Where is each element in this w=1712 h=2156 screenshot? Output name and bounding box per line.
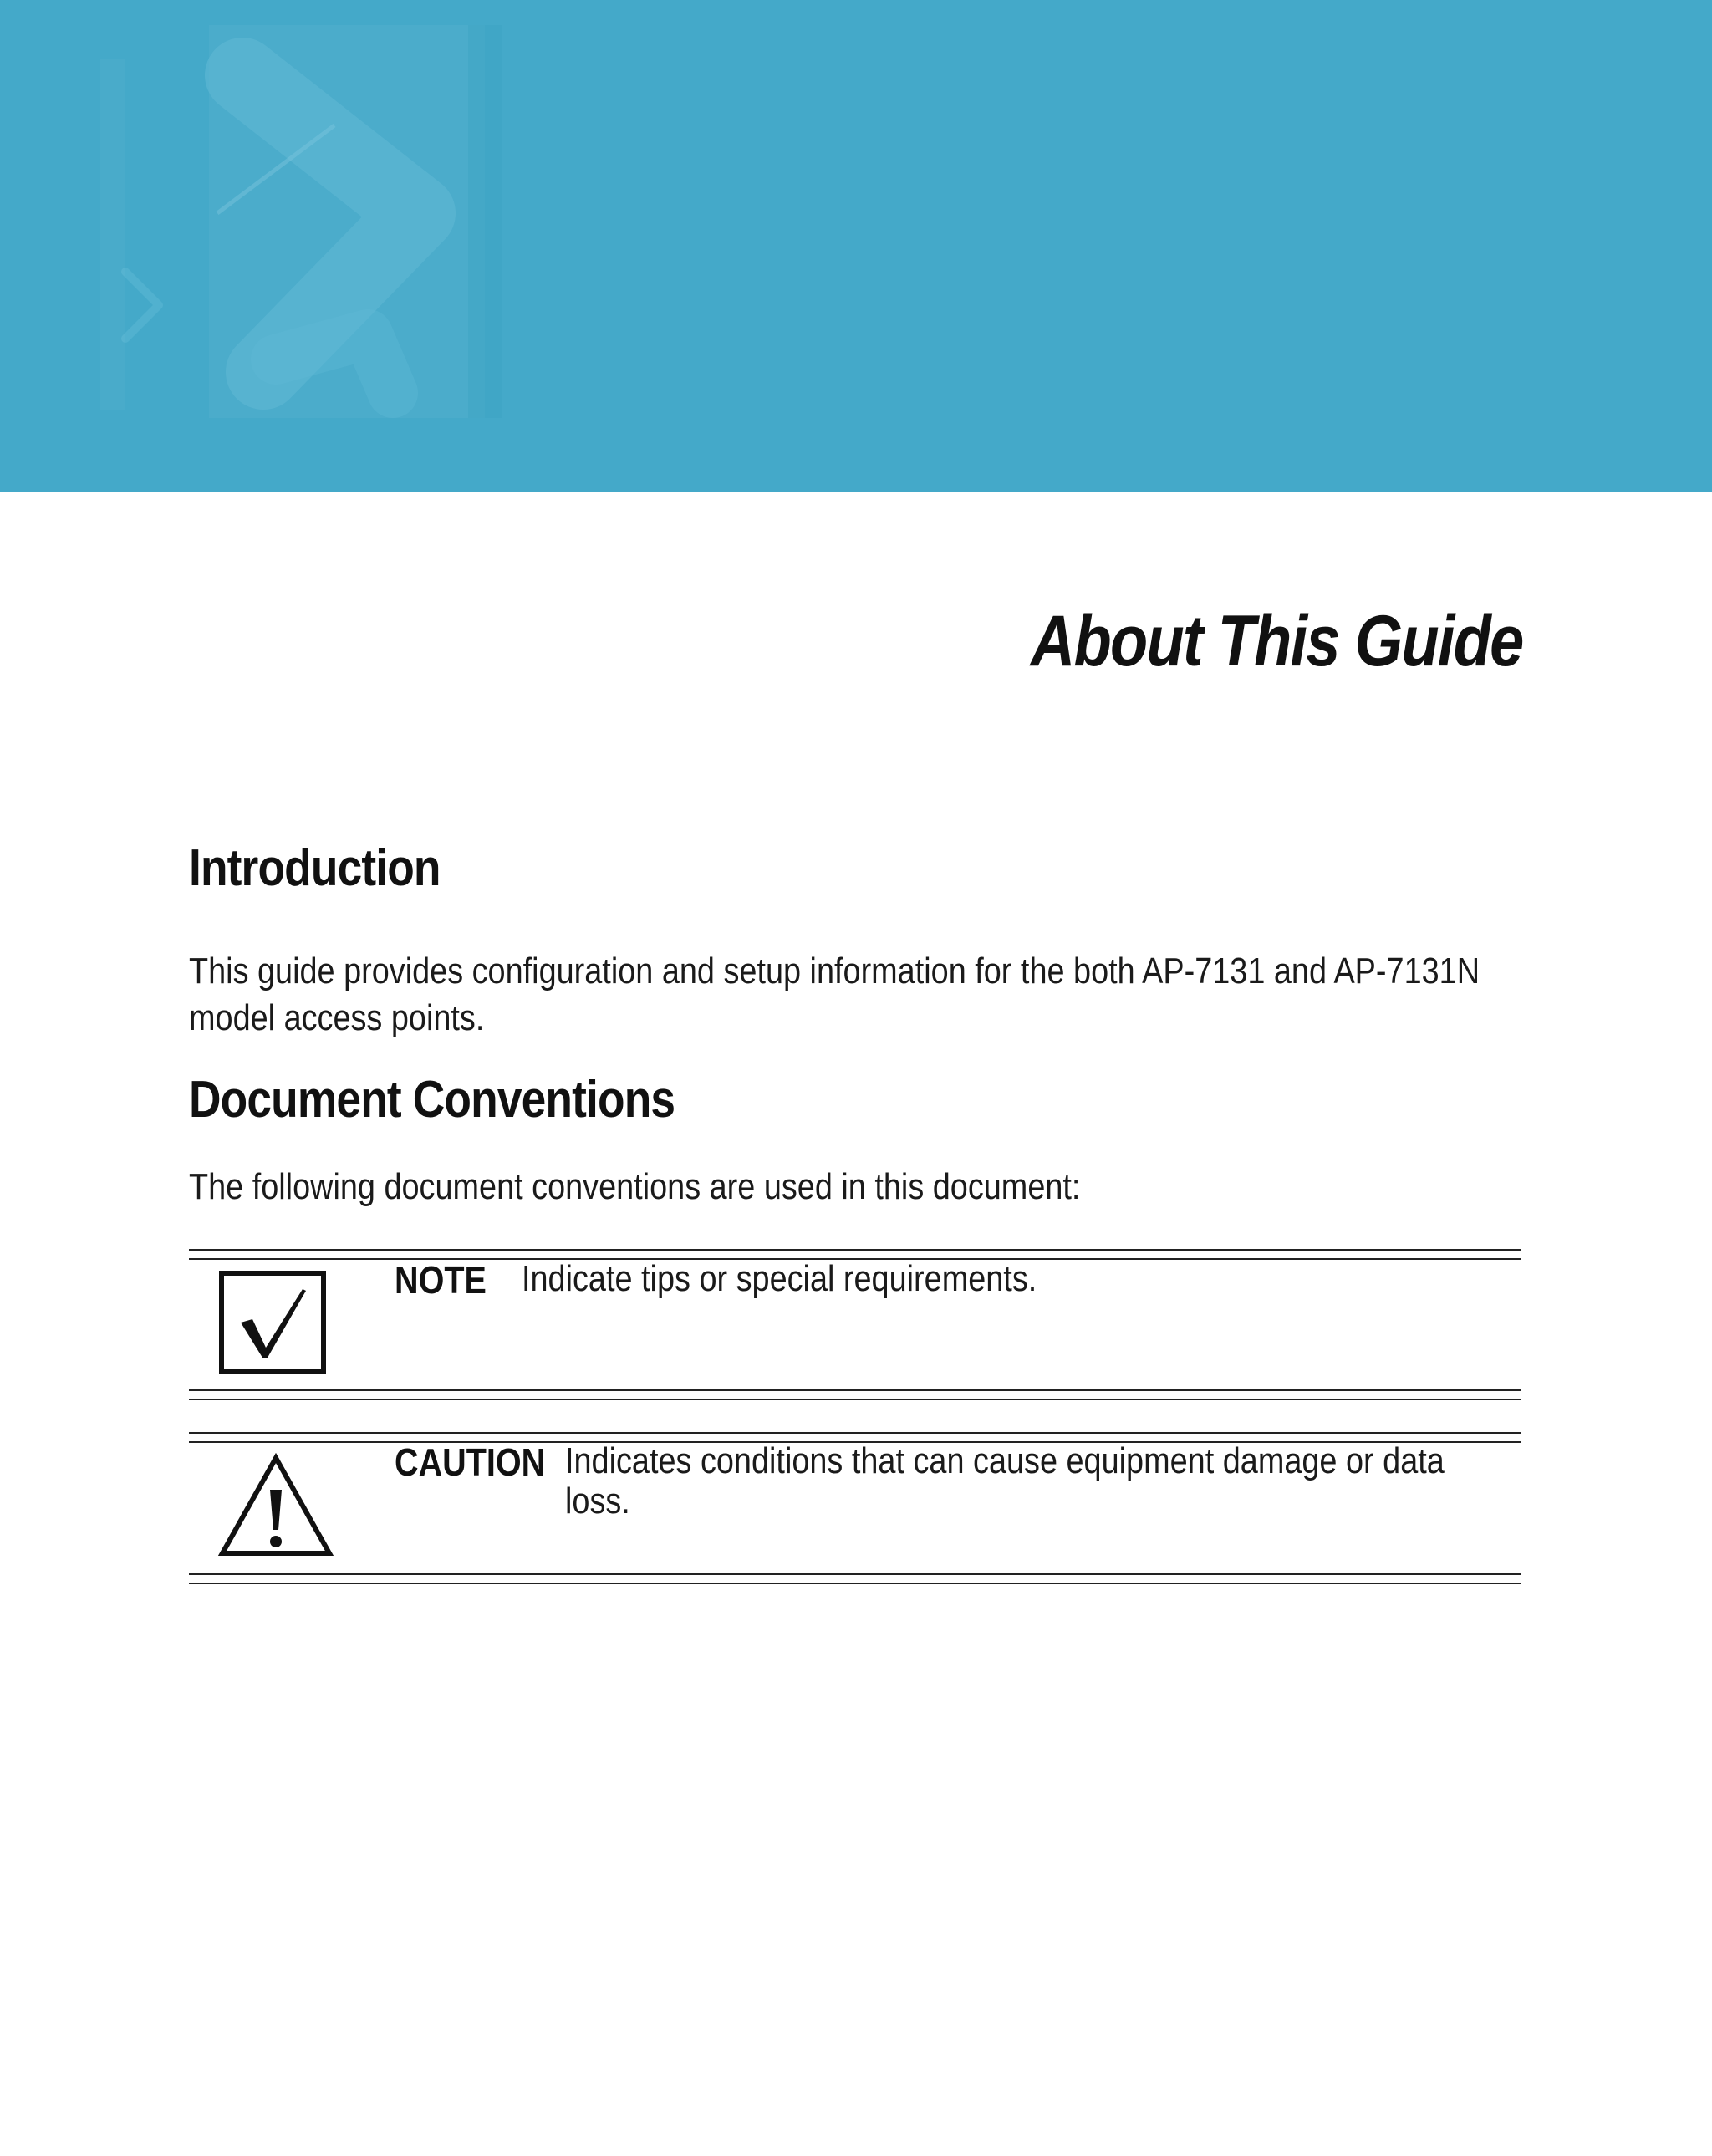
document-conventions-heading: Document Conventions — [189, 1071, 675, 1129]
header-banner — [0, 0, 1712, 492]
note-bottom-rule — [189, 1389, 1521, 1391]
introduction-paragraph-line1: This guide provides configuration and setup information for the both AP-7131 and AP-7131N — [189, 951, 1480, 991]
caution-label: CAUTION — [395, 1440, 546, 1484]
note-text: Indicate tips or special requirements. — [522, 1258, 1037, 1299]
caution-bottom-rule-inner — [189, 1583, 1521, 1584]
note-bottom-rule-inner — [189, 1399, 1521, 1400]
caution-top-rule — [189, 1432, 1521, 1434]
introduction-paragraph-line2: model access points. — [189, 997, 485, 1038]
note-label: NOTE — [395, 1258, 487, 1302]
document-conventions-paragraph: The following document conventions are used in this document: — [189, 1166, 1081, 1207]
chevron-logo-icon — [0, 0, 585, 492]
caution-text-line2: loss. — [565, 1481, 630, 1521]
note-top-rule — [189, 1249, 1521, 1251]
caution-text-line1: Indicates conditions that can cause equipment damage or data — [565, 1440, 1444, 1481]
warning-triangle-icon — [217, 1453, 334, 1558]
caution-bottom-rule — [189, 1573, 1521, 1575]
chapter-title: About This Guide — [1031, 601, 1523, 681]
checkmark-box-icon — [219, 1271, 328, 1376]
introduction-heading: Introduction — [189, 839, 441, 897]
